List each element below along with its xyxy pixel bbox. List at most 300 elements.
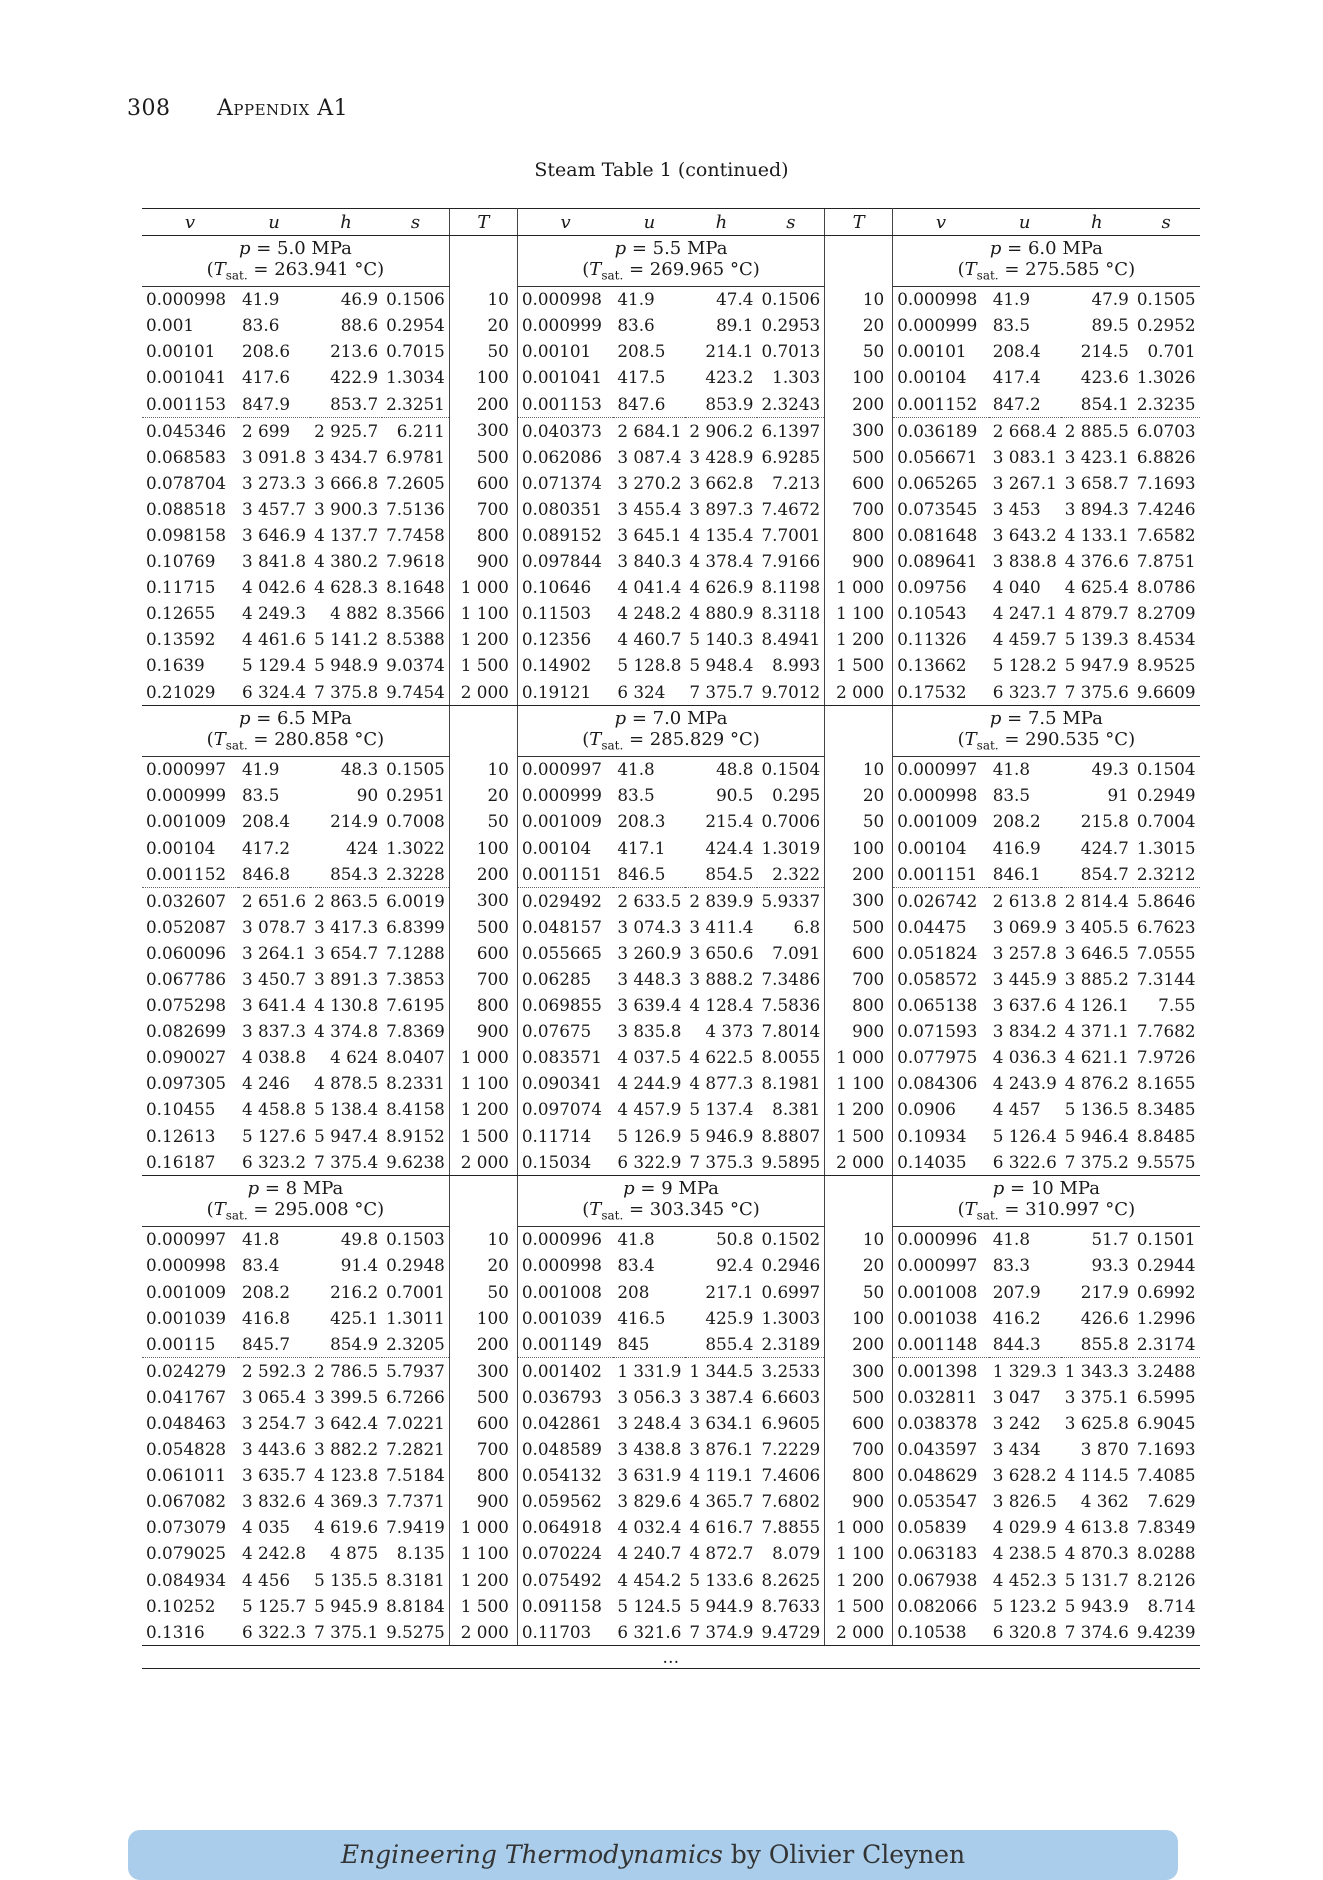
cell-v: 0.000996 xyxy=(897,1229,978,1250)
cell-temperature: 700 xyxy=(449,1437,517,1463)
cell-temperature: 500 xyxy=(825,914,893,940)
cell-h: 5 944.9 xyxy=(689,1595,754,1616)
cell-u: 2 592.3 xyxy=(242,1360,307,1381)
table-row xyxy=(142,756,1200,783)
cell-s: 8.8184 xyxy=(386,1595,445,1616)
cell-u: 3 448.3 xyxy=(617,968,682,989)
cell-u: 4 029.9 xyxy=(992,1517,1057,1538)
cell-v: 0.097844 xyxy=(521,551,602,572)
cell-s: 7.4085 xyxy=(1136,1465,1196,1486)
cell-s: 8.3485 xyxy=(1136,1099,1196,1120)
cell-v: 0.038378 xyxy=(897,1412,978,1433)
cell-temperature: 100 xyxy=(825,365,893,391)
temperature-column-spacer xyxy=(825,260,893,286)
cell-h: 422.9 xyxy=(330,367,379,388)
cell-temperature: 2 000 xyxy=(449,1149,517,1176)
cell-temperature: 2 000 xyxy=(825,1149,893,1176)
cell-s: 8.7633 xyxy=(761,1595,821,1616)
temperature-column-spacer xyxy=(449,1200,517,1226)
cell-h: 3 666.8 xyxy=(314,472,379,493)
cell-temperature: 800 xyxy=(449,1463,517,1489)
cell-u: 3 834.2 xyxy=(992,1021,1057,1042)
cell-v: 0.081648 xyxy=(897,524,978,545)
cell-temperature: 100 xyxy=(825,835,893,861)
cell-s: 8.9525 xyxy=(1136,655,1196,676)
cell-v: 0.14902 xyxy=(521,655,592,676)
cell-v: 0.065138 xyxy=(897,995,978,1016)
cell-v: 0.048629 xyxy=(897,1465,978,1486)
cell-s: 6.0703 xyxy=(1136,420,1196,441)
column-header-h: h xyxy=(685,209,757,236)
cell-s: 0.2948 xyxy=(386,1255,445,1276)
cell-h: 4 376.6 xyxy=(1064,551,1129,572)
saturation-temperature-value: 290.535 xyxy=(1025,729,1100,751)
cell-v: 0.16187 xyxy=(142,1149,238,1176)
cell-h: 5 140.3 xyxy=(689,629,754,650)
cell-s: 8.993 xyxy=(772,655,821,676)
cell-temperature: 1 200 xyxy=(449,1097,517,1123)
cell-h: 49.8 xyxy=(340,1229,379,1250)
cell-s: 1.3011 xyxy=(386,1307,445,1328)
cell-s: 0.2949 xyxy=(1136,785,1196,806)
cell-s: 6.9045 xyxy=(1136,1412,1196,1433)
cell-u: 2 668.4 xyxy=(992,420,1057,441)
cell-s: 8.2331 xyxy=(386,1073,445,1094)
cell-v: 0.001153 xyxy=(517,391,613,418)
cell-v: 0.048589 xyxy=(521,1439,602,1460)
cell-h: 4 872.7 xyxy=(689,1543,754,1564)
cell-s: 7.7001 xyxy=(761,524,821,545)
cell-h: 46.9 xyxy=(340,289,379,310)
cell-v: 0.21029 xyxy=(142,679,238,706)
table-row xyxy=(142,339,1200,365)
cell-u: 417.5 xyxy=(617,367,666,388)
cell-s: 0.7013 xyxy=(761,341,821,362)
cell-u: 4 037.5 xyxy=(617,1047,682,1068)
cell-h: 4 371.1 xyxy=(1064,1021,1129,1042)
cell-temperature: 100 xyxy=(825,1305,893,1331)
pressure-label: p = 10 MPa xyxy=(893,1176,1200,1201)
cell-u: 417.2 xyxy=(242,837,291,858)
cell-u: 3 065.4 xyxy=(242,1386,307,1407)
cell-h: 4 622.5 xyxy=(689,1047,754,1068)
table-row xyxy=(142,1331,1200,1358)
cell-s: 7.3853 xyxy=(386,968,445,989)
cell-temperature: 100 xyxy=(449,835,517,861)
cell-u: 3 443.6 xyxy=(242,1439,307,1460)
cell-v: 0.029492 xyxy=(521,890,602,911)
column-header-s: s xyxy=(757,209,824,236)
cell-h: 93.3 xyxy=(1091,1255,1129,1276)
cell-u: 5 128.8 xyxy=(617,655,682,676)
cell-u: 5 126.9 xyxy=(617,1125,682,1146)
cell-u: 4 249.3 xyxy=(242,603,307,624)
cell-s: 9.7454 xyxy=(382,679,449,706)
cell-v: 0.070224 xyxy=(521,1543,602,1564)
cell-temperature: 50 xyxy=(825,1279,893,1305)
column-header-s: s xyxy=(382,209,449,236)
table-row xyxy=(142,1619,1200,1646)
cell-h: 3 375.1 xyxy=(1064,1386,1129,1407)
cell-v: 0.061011 xyxy=(146,1465,227,1486)
cell-v: 0.000998 xyxy=(897,785,978,806)
cell-s: 0.2944 xyxy=(1136,1255,1196,1276)
table-row xyxy=(142,1593,1200,1619)
cell-temperature: 300 xyxy=(825,418,893,445)
cell-u: 41.9 xyxy=(617,289,655,310)
cell-s: 7.6195 xyxy=(386,995,445,1016)
cell-u: 4 040 xyxy=(992,577,1041,598)
cell-h: 5 943.9 xyxy=(1064,1595,1129,1616)
cell-h: 4 628.3 xyxy=(314,577,379,598)
cell-v: 0.036189 xyxy=(897,420,978,441)
column-header-v: v xyxy=(517,209,613,236)
cell-u: 3 840.3 xyxy=(617,551,682,572)
table-row xyxy=(142,783,1200,809)
cell-u: 846.8 xyxy=(238,861,310,888)
pressure-value: 7.0 xyxy=(652,707,682,729)
cell-v: 0.000997 xyxy=(146,1229,227,1250)
cell-u: 208.6 xyxy=(242,341,291,362)
cell-h: 3 642.4 xyxy=(314,1412,379,1433)
cell-s: 1.2996 xyxy=(1136,1307,1196,1328)
cell-h: 3 662.8 xyxy=(689,472,754,493)
cell-v: 0.11503 xyxy=(521,603,592,624)
cell-temperature: 10 xyxy=(449,286,517,313)
cell-s: 9.5575 xyxy=(1133,1149,1200,1176)
cell-u: 41.8 xyxy=(617,759,655,780)
cell-v: 0.026742 xyxy=(897,890,978,911)
saturation-temperature-label: ($T_{sat.} = 303.345$ °C) xyxy=(517,1200,824,1226)
cell-v: 0.10769 xyxy=(146,551,216,572)
cell-v: 0.001041 xyxy=(146,367,227,388)
cell-u: 5 123.2 xyxy=(992,1595,1057,1616)
cell-v: 0.001009 xyxy=(146,811,227,832)
cell-u: 416.9 xyxy=(992,837,1041,858)
cell-h: 217.9 xyxy=(1080,1281,1129,1302)
cell-temperature: 1 500 xyxy=(825,653,893,679)
cell-s: 0.7006 xyxy=(761,811,821,832)
cell-v: 0.00101 xyxy=(897,341,967,362)
cell-h: 3 411.4 xyxy=(689,916,754,937)
cell-v: 0.001402 xyxy=(521,1360,602,1381)
cell-h: 2 885.5 xyxy=(1064,420,1129,441)
cell-s: 2.322 xyxy=(757,861,824,888)
cell-u: 4 238.5 xyxy=(992,1543,1057,1564)
cell-h: 92.4 xyxy=(716,1255,754,1276)
cell-h: 5 947.9 xyxy=(1064,655,1129,676)
cell-v: 0.001151 xyxy=(517,861,613,888)
cell-h: 7 375.3 xyxy=(685,1149,757,1176)
cell-h: 3 876.1 xyxy=(689,1439,754,1460)
cell-u: 3 264.1 xyxy=(242,942,307,963)
cell-u: 5 124.5 xyxy=(617,1595,682,1616)
cell-temperature: 900 xyxy=(825,1489,893,1515)
cell-v: 0.001009 xyxy=(146,1281,227,1302)
cell-u: 3 267.1 xyxy=(992,472,1057,493)
column-header-u: u xyxy=(989,209,1061,236)
cell-temperature: 1 000 xyxy=(825,1045,893,1071)
cell-u: 3 069.9 xyxy=(992,916,1057,937)
cell-v: 0.000998 xyxy=(897,289,978,310)
cell-u: 83.4 xyxy=(617,1255,655,1276)
cell-h: 3 625.8 xyxy=(1064,1412,1129,1433)
cell-v: 0.040373 xyxy=(521,420,602,441)
cell-u: 3 453 xyxy=(992,498,1041,519)
cell-u: 4 457 xyxy=(992,1099,1041,1120)
table-row xyxy=(142,1019,1200,1045)
cell-s: 2.3228 xyxy=(382,861,449,888)
cell-h: 4 875 xyxy=(330,1543,379,1564)
saturation-temperature-value: 295.008 xyxy=(274,1199,349,1221)
cell-h: 4 619.6 xyxy=(314,1517,379,1538)
cell-u: 847.2 xyxy=(989,391,1061,418)
table-row xyxy=(142,653,1200,679)
cell-s: 7.7682 xyxy=(1136,1021,1196,1042)
cell-v: 0.041767 xyxy=(146,1386,227,1407)
cell-u: 417.4 xyxy=(992,367,1041,388)
cell-h: 3 658.7 xyxy=(1064,472,1129,493)
cell-h: 424 xyxy=(346,837,379,858)
pressure-header-row xyxy=(142,706,1200,731)
cell-u: 4 038.8 xyxy=(242,1047,307,1068)
cell-h: 1 344.5 xyxy=(689,1360,754,1381)
cell-s: 7.55 xyxy=(1158,995,1196,1016)
cell-u: 3 837.3 xyxy=(242,1021,307,1042)
cell-v: 0.000998 xyxy=(521,1255,602,1276)
cell-s: 3.2533 xyxy=(761,1360,821,1381)
cell-u: 4 452.3 xyxy=(992,1569,1057,1590)
cell-temperature: 1 200 xyxy=(449,627,517,653)
cell-v: 0.058572 xyxy=(897,968,978,989)
cell-temperature: 500 xyxy=(449,914,517,940)
cell-u: 4 041.4 xyxy=(617,577,682,598)
cell-temperature: 600 xyxy=(449,940,517,966)
cell-v: 0.001008 xyxy=(897,1281,978,1302)
cell-s: 8.3181 xyxy=(386,1569,445,1590)
saturation-temperature-value: 275.585 xyxy=(1025,259,1100,280)
cell-temperature: 2 000 xyxy=(449,1619,517,1646)
cell-h: 90.5 xyxy=(716,785,754,806)
cell-h: 854.3 xyxy=(310,861,382,888)
cell-s: 8.4534 xyxy=(1136,629,1196,650)
cell-v: 0.073545 xyxy=(897,498,978,519)
cell-v: 0.060096 xyxy=(146,942,227,963)
table-row xyxy=(142,914,1200,940)
cell-h: 854.1 xyxy=(1061,391,1133,418)
cell-h: 424.4 xyxy=(705,837,754,858)
pressure-label: p = 8 MPa xyxy=(142,1176,449,1201)
cell-u: 3 056.3 xyxy=(617,1386,682,1407)
cell-s: 9.7012 xyxy=(757,679,824,706)
cell-u: 3 455.4 xyxy=(617,498,682,519)
cell-temperature: 2 000 xyxy=(825,1619,893,1646)
cell-u: 41.9 xyxy=(992,289,1031,310)
cell-v: 0.13662 xyxy=(897,655,967,676)
cell-temperature: 200 xyxy=(825,1331,893,1358)
cell-u: 3 457.7 xyxy=(242,498,307,519)
saturation-temperature-label: ($T_{sat.} = 263.941$ °C) xyxy=(142,260,449,286)
cell-h: 4 876.2 xyxy=(1064,1073,1129,1094)
continuation-ellipsis: … xyxy=(142,1646,1200,1669)
cell-temperature: 700 xyxy=(825,496,893,522)
cell-v: 0.056671 xyxy=(897,446,978,467)
cell-u: 847.6 xyxy=(613,391,685,418)
cell-s: 8.1648 xyxy=(386,577,445,598)
cell-s: 7.5184 xyxy=(386,1465,445,1486)
cell-v: 0.000999 xyxy=(897,315,978,336)
cell-v: 0.15034 xyxy=(517,1149,613,1176)
cell-u: 846.1 xyxy=(989,861,1061,888)
cell-s: 6.9781 xyxy=(386,446,445,467)
cell-v: 0.000997 xyxy=(897,1255,978,1276)
cell-s: 8.4941 xyxy=(761,629,821,650)
cell-v: 0.10455 xyxy=(146,1099,216,1120)
cell-u: 208.5 xyxy=(617,341,666,362)
cell-u: 41.8 xyxy=(992,759,1031,780)
cell-temperature: 500 xyxy=(825,1384,893,1410)
cell-s: 7.8349 xyxy=(1136,1517,1196,1538)
table-row xyxy=(142,549,1200,575)
cell-u: 5 128.2 xyxy=(992,655,1057,676)
cell-v: 0.063183 xyxy=(897,1543,978,1564)
cell-v: 0.054828 xyxy=(146,1439,227,1460)
cell-u: 4 459.7 xyxy=(992,629,1057,650)
cell-h: 4 625.4 xyxy=(1064,577,1129,598)
cell-h: 5 946.4 xyxy=(1064,1125,1129,1146)
table-row xyxy=(142,1489,1200,1515)
cell-v: 0.000998 xyxy=(521,289,602,310)
cell-s: 0.1502 xyxy=(761,1229,821,1250)
table-row xyxy=(142,1097,1200,1123)
cell-h: 3 646.5 xyxy=(1064,942,1129,963)
table-row xyxy=(142,1410,1200,1436)
cell-s: 7.9166 xyxy=(761,551,821,572)
cell-s: 9.6238 xyxy=(382,1149,449,1176)
cell-h: 5 136.5 xyxy=(1064,1099,1129,1120)
cell-u: 4 042.6 xyxy=(242,577,307,598)
cell-h: 89.5 xyxy=(1091,315,1129,336)
cell-s: 9.4729 xyxy=(757,1619,824,1646)
cell-s: 1.3015 xyxy=(1136,837,1196,858)
cell-s: 7.5136 xyxy=(386,498,445,519)
cell-h: 5 138.4 xyxy=(314,1099,379,1120)
table-row xyxy=(142,286,1200,313)
cell-u: 5 129.4 xyxy=(242,655,307,676)
cell-s: 3.2488 xyxy=(1136,1360,1196,1381)
cell-u: 3 078.7 xyxy=(242,916,307,937)
cell-v: 0.12655 xyxy=(146,603,216,624)
cell-h: 213.6 xyxy=(330,341,379,362)
cell-temperature: 2 000 xyxy=(449,679,517,706)
cell-temperature: 200 xyxy=(825,861,893,888)
cell-u: 208.3 xyxy=(617,811,666,832)
cell-v: 0.053547 xyxy=(897,1491,978,1512)
cell-s: 8.0786 xyxy=(1136,577,1196,598)
cell-s: 0.1506 xyxy=(386,289,445,310)
cell-h: 4 135.4 xyxy=(689,524,754,545)
cell-u: 3 260.9 xyxy=(617,942,682,963)
cell-h: 4 613.8 xyxy=(1064,1517,1129,1538)
cell-v: 0.084306 xyxy=(897,1073,978,1094)
cell-temperature: 20 xyxy=(825,783,893,809)
cell-v: 0.09756 xyxy=(897,577,967,598)
cell-temperature: 1 500 xyxy=(449,1123,517,1149)
cell-u: 5 127.6 xyxy=(242,1125,307,1146)
cell-h: 4 128.4 xyxy=(689,995,754,1016)
cell-u: 6 324.4 xyxy=(238,679,310,706)
cell-u: 417.1 xyxy=(617,837,666,858)
cell-temperature: 20 xyxy=(449,783,517,809)
cell-temperature: 20 xyxy=(449,1253,517,1279)
cell-s: 2.3205 xyxy=(382,1331,449,1358)
cell-u: 41.8 xyxy=(242,1229,280,1250)
cell-h: 3 423.1 xyxy=(1064,446,1129,467)
cell-h: 4 621.1 xyxy=(1064,1047,1129,1068)
cell-s: 2.3189 xyxy=(757,1331,824,1358)
cell-v: 0.12356 xyxy=(521,629,592,650)
cell-v: 0.000999 xyxy=(521,315,602,336)
cell-h: 4 616.7 xyxy=(689,1517,754,1538)
cell-s: 6.7623 xyxy=(1136,916,1196,937)
cell-v: 0.001398 xyxy=(897,1360,978,1381)
cell-s: 8.714 xyxy=(1147,1595,1196,1616)
cell-h: 2 839.9 xyxy=(689,890,754,911)
cell-s: 7.8855 xyxy=(761,1517,821,1538)
cell-u: 416.5 xyxy=(617,1307,666,1328)
cell-h: 854.9 xyxy=(310,1331,382,1358)
temperature-column-spacer xyxy=(825,1200,893,1226)
cell-v: 0.00101 xyxy=(521,341,592,362)
cell-u: 3 438.8 xyxy=(617,1439,682,1460)
table-row xyxy=(142,496,1200,522)
table-row xyxy=(142,601,1200,627)
cell-s: 7.8369 xyxy=(386,1021,445,1042)
cell-v: 0.078704 xyxy=(146,472,227,493)
temperature-column-spacer xyxy=(449,706,517,731)
cell-v: 0.079025 xyxy=(146,1543,227,1564)
cell-v: 0.001 xyxy=(146,315,195,336)
cell-h: 3 888.2 xyxy=(689,968,754,989)
table-row xyxy=(142,1463,1200,1489)
cell-temperature: 100 xyxy=(449,1305,517,1331)
pressure-value: 6.0 xyxy=(1027,237,1057,259)
cell-s: 8.381 xyxy=(772,1099,821,1120)
table-row xyxy=(142,313,1200,339)
cell-h: 3 434.7 xyxy=(314,446,379,467)
cell-s: 0.1504 xyxy=(1136,759,1196,780)
cell-u: 3 434 xyxy=(992,1439,1041,1460)
cell-temperature: 1 000 xyxy=(825,1515,893,1541)
cell-s: 2.3212 xyxy=(1133,861,1200,888)
cell-s: 9.5895 xyxy=(757,1149,824,1176)
cell-v: 0.089641 xyxy=(897,551,978,572)
cell-u: 2 613.8 xyxy=(992,890,1057,911)
cell-u: 6 322.9 xyxy=(613,1149,685,1176)
cell-v: 0.00104 xyxy=(897,837,967,858)
cell-u: 6 320.8 xyxy=(989,1619,1061,1646)
page-number: 308 xyxy=(127,96,171,121)
column-header-h: h xyxy=(1061,209,1133,236)
cell-s: 6.8826 xyxy=(1136,446,1196,467)
cell-u: 3 643.2 xyxy=(992,524,1057,545)
cell-temperature: 900 xyxy=(449,1019,517,1045)
cell-h: 423.2 xyxy=(705,367,754,388)
cell-v: 0.11326 xyxy=(897,629,967,650)
cell-s: 0.2952 xyxy=(1136,315,1196,336)
page-header xyxy=(127,96,348,121)
cell-v: 0.091158 xyxy=(521,1595,602,1616)
